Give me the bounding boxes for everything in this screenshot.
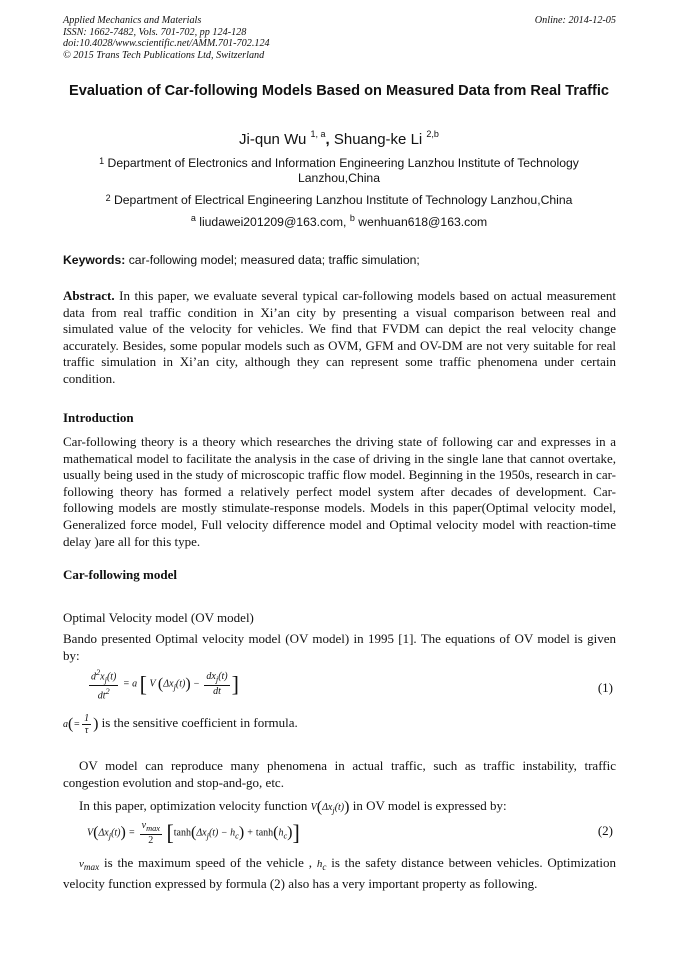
doi-line[interactable]: doi:10.4028/www.scientific.net/AMM.701-702.124 [63, 38, 270, 50]
equation-1: $\frac{d^2x_j(t)}{dt^2}$ = a [ V $(\Delta x_j(t))$ − $\frac{dx_j(t)}{dt}$ ] [91, 668, 239, 702]
email-line [60, 215, 618, 229]
introduction-heading: Introduction [63, 410, 134, 425]
hc-text: is the safety distance between vehicles. Optimization velocity function expressed by formula (2) also has a very important property as following. [63, 855, 616, 891]
coefficient-text: is the sensitive coefficient in formula. [101, 714, 298, 730]
vmax-symbol: $v_{max}$ [79, 858, 100, 873]
journal-name: Applied Mechanics and Materials [63, 15, 202, 26]
copyright-line: © 2015 Trans Tech Publications Ltd, Switzerland [63, 49, 265, 61]
affiliation-2 [60, 193, 618, 208]
abstract [63, 288, 616, 388]
email-b-sup: b [349, 213, 355, 223]
abstract-label: Abstract. [63, 288, 115, 303]
opt-velocity-before: In this paper, optimization velocity function [79, 798, 308, 813]
affiliation-1-text: Department of Electronics and Information Engineering Lanzhou Institute of Technology Lanzhou,China [107, 156, 579, 185]
keywords [63, 253, 618, 267]
coefficient-line [63, 713, 298, 736]
affiliation-2-text: Department of Electrical Engineering Lanzhou Institute of Technology Lanzhou,China [113, 193, 573, 207]
equation-2: $V(\Delta x_j(t))$ = $\frac{v_{max}}{2}$ $[\tanh(\Delta x_j(t) - h_c) + \tanh(h_c)]$ [87, 820, 300, 846]
coefficient-formula: a(= $\frac{1}{\tau}$ ) [63, 713, 99, 736]
vmax-text: is the maximum speed of the vehicle , [103, 855, 312, 870]
email-b[interactable]: wenhuan618@163.com [358, 215, 488, 229]
online-date: Online: 2014-12-05 [534, 15, 616, 26]
author-line: Ji-qun Wu $^{1, a}$, Shuang-ke Li $^{2,b}$ [239, 129, 439, 148]
author-1-name: Ji-qun Wu [239, 131, 307, 148]
hc-symbol: $h_c$ [316, 858, 327, 873]
affiliation-1-number: 1 [99, 156, 105, 166]
introduction-text: Car-following theory is a theory which researches the driving state of following car and expresses in a mathematical model to facilitate the analysis in the case of driving in the single lane that cannot overtake, usually being used in the study of microscopic traffic flow model. Beginning in the 1950s, research in car-following theory has formed a relatively perfect model system after decades of development. Car-following models are mostly stimulate-response models. Models in this paper(Optimal velocity model, Generalized force model, Full velocity difference model and Optimal velocity model with reaction-time delay )are all for this type. [63, 434, 616, 549]
ov-model-subheading: Optimal Velocity model (OV model) [63, 610, 254, 625]
opt-velocity-function: $V(\Delta x_j(t))$ [310, 798, 350, 816]
affiliation-2-number: 2 [105, 193, 111, 203]
ov-phenomena-paragraph: OV model can reproduce many phenomena in actual traffic, such as traffic instability, traffic congestion evolution and stop-and-go, etc. [63, 758, 616, 790]
issn-line: ISSN: 1662-7482, Vols. 701-702, pp 124-128 [63, 26, 247, 38]
opt-velocity-after: in OV model is expressed by: [352, 798, 507, 813]
opt-velocity-line [79, 798, 507, 817]
ov-model-intro: Bando presented Optimal velocity model (OV model) in 1995 [1]. The equations of OV model is given by: [63, 631, 616, 663]
author-1-sup: 1, a [310, 129, 326, 139]
keywords-text: car-following model; measured data; traffic simulation; [128, 253, 420, 267]
equation-1-number: (1) [597, 680, 613, 695]
car-following-heading: Car-following model [63, 567, 177, 582]
email-a-sup: a [190, 213, 196, 223]
journal-header [63, 15, 616, 61]
equation-2-number: (2) [597, 823, 613, 838]
abstract-text: In this paper, we evaluate several typical car-following models based on actual measurement data from real traffic condition in Xi’an city by presenting a visual comparison between real and simulated value of the velocity for vehicles. We find that FVDM can depict the real velocity change accurately. Besides, some popular models such as OVM, GFM and OV-DM are not very suitable for real traffic simulation in Xi’an city, although they can represent some traffic phenomena under certain condition. [63, 288, 617, 386]
paper-title: Evaluation of Car-following Models Based on Measured Data from Real Traffic [68, 83, 610, 99]
author-2-sup: 2,b [426, 129, 439, 139]
vmax-paragraph [63, 855, 616, 892]
keywords-label: Keywords: [63, 253, 126, 267]
author-2-name: Shuang-ke Li [333, 131, 423, 148]
email-a[interactable]: liudawei201209@163.com, [199, 215, 347, 229]
affiliation-1 [60, 156, 618, 186]
